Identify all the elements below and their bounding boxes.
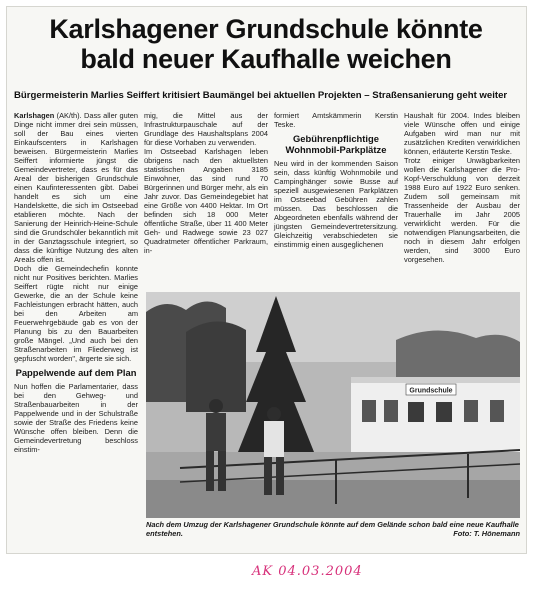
column-1-paragraph-1 bbox=[14, 111, 138, 264]
column-3-paragraph-2: Neu wird in der kommenden Saison sein, dass künftig Wohnmobile und Campinghänger sowie Busse auf speziell ausgewiesenen Parkplätzen im Ostseebad Gebühren zahlen müssen. Das beschlossen die Abgeordneten ebenfalls während der jüngsten Gemeindevertretersitzung. Gleichzeitig verabschiedeten sie einstimmig einen ausgeglichenen bbox=[274, 159, 398, 249]
headline bbox=[12, 14, 520, 74]
column-1-paragraph-3: Nun hoffen die Parlamentarier, dass bei den Gehweg- und Straßenbauarbeiten in der Pappelwende und in der Schulstraße sowie der Straße des Friedens keine Wünsche offen bleiben. Denn die Gemeindevertretung beschloss einstim- bbox=[14, 382, 138, 454]
school-sign: Grundschule bbox=[409, 387, 453, 395]
column-4-paragraph-1: Haushalt für 2004. Indes bleiben viele Wünsche offen und einige Aufgaben wird man nur mit zusätzlichen Krediten verwirklichen können, erläuterte Kerstin Teske. bbox=[404, 111, 520, 156]
section-heading-wohnmobil: Gebührenpflichtige Wohnmobil-Parkplätze bbox=[285, 133, 387, 155]
school-photo bbox=[146, 292, 520, 518]
column-1 bbox=[14, 111, 138, 454]
caption-text: Nach dem Umzug der Karlshagener Grundschule könnte auf dem Gelände schon bald eine neue Kaufhalle entstehen. bbox=[146, 520, 519, 538]
column-1-text-1: (AK/th). Dass aller guten Dinge nicht immer drei sein müssen, soll der Bau eines vierten Einkaufscenters in Karlshagen beweisen. Bürgermeisterin Marlies Seiffert informierte jüngst die Gemeindevertreter, dass es für das Areal der bisherigen Grundschule einen Kaufinteressenten gibt. Dabei handelt es sich um eine Handelskette, die sich im Ostseebad etablieren möchte. Nach der Sanierung der Heinrich-Heine-Schule sind die Grundschüler bekanntlich mit in der Ganztagsschule integriert, so dass die künftige Nutzung des alten Areals offen ist. bbox=[14, 111, 138, 264]
headline-line-2: bald neuer Kaufhalle weichen bbox=[80, 44, 452, 74]
column-4-paragraph-2: Trotz einiger Unwägbarkeiten wollen die Karlshagener die Pro-Kopf-Verschuldung von derzeit 1988 Euro auf 1922 Euro senken. Zudem soll gemeinsam mit Trassenheide der Ausbau der Trauerhalle im Jahr 2005 verwirklicht werden. Für die notwendigen Planungsarbeiten, die noch in diesem Jahr erfolgen werden, sind 3000 Euro vorgesehen. bbox=[404, 156, 520, 264]
headline-line-1: Karlshagener Grundschule könnte bbox=[49, 14, 483, 44]
column-1-paragraph-2: Doch die Gemeindechefin konnte nicht nur Positives berichten. Marlies Seiffert rügte nicht nur einige Gewerke, die an der Schule keine Fachleistungen erbracht hätten, auch bei den Arbeiten am Feuerwehrgebäude gab es von der Planung bis zu den Bauarbeiten große Mängel. „Und auch bei den Straßenarbeiten im Fliederweg ist gepfuscht worden", ärgerte sie sich. bbox=[14, 264, 138, 363]
photo-caption bbox=[146, 520, 520, 538]
column-2-paragraph-1: mig, die Mittel aus der Infrastrukturpauschale auf der Grundlage des Haushaltsplans 2004 für diese Vorhaben zu verwenden. bbox=[144, 111, 268, 147]
section-heading-pappelwende: Pappelwende auf dem Plan bbox=[15, 367, 137, 378]
column-2-paragraph-2: Im Ostseebad Karlshagen leben übrigens nach den aktuellsten statistischen Angaben 3185 Einwohner, das sind rund 70 Bürgerinnen und Bürger mehr, als ein Jahr zuvor. Das Gemeindegebiet hat eine Größe von 4400 Hektar. Im Ort befinden sich 18 000 Meter öffentliche Straße, über 11 400 Meter Geh- und Radwege sowie 23 027 Quadratmeter öffentlicher Parkraum, in- bbox=[144, 147, 268, 255]
column-3 bbox=[274, 111, 398, 249]
column-3-paragraph-1: formiert Amtskämmerin Kerstin Teske. bbox=[274, 111, 398, 129]
handwritten-date-note: AK 04.03.2004 bbox=[252, 564, 363, 579]
column-4 bbox=[404, 111, 520, 264]
school-photo-illustration bbox=[146, 292, 520, 518]
subheadline: Bürgermeisterin Marlies Seiffert kritisiert Baumängel bei aktuellen Projekten – Straßensanierung geht weiter bbox=[14, 90, 508, 101]
photo-credit: Foto: T. Hönemann bbox=[453, 529, 520, 538]
dateline: Karlshagen bbox=[14, 111, 55, 120]
column-2 bbox=[144, 111, 268, 255]
